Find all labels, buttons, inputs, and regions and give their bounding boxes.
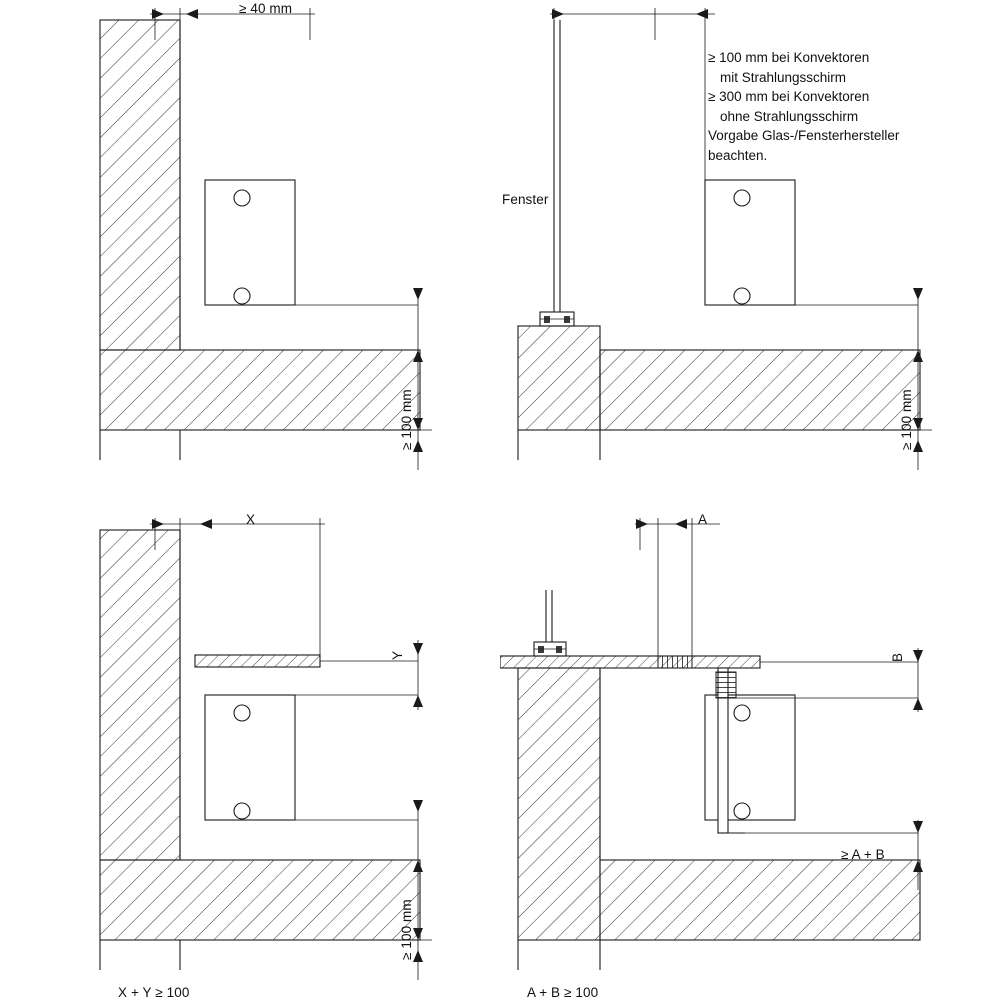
note-line-5: Vorgabe Glas-/Fensterhersteller: [708, 128, 900, 144]
clearance-note: [708, 48, 899, 165]
caption-bottom-right: A + B ≥ 100: [527, 985, 599, 1000]
note-line-3: ≥ 300 mm bei Konvektoren: [708, 89, 870, 105]
note-line-4: ohne Strahlungsschirm: [720, 108, 859, 124]
dim-label-top-left-floor-clearance: ≥ 100 mm: [399, 389, 414, 450]
caption-bottom-left: X + Y ≥ 100: [118, 985, 190, 1000]
dim-label-top-left-clearance: ≥ 40 mm: [239, 1, 293, 16]
dim-label-bottom-right-ab: ≥ A + B: [841, 847, 885, 862]
note-line-2: mit Strahlungsschirm: [720, 69, 847, 85]
panel-bottom-left: [0, 500, 500, 1000]
panel-bottom-right: [500, 500, 1000, 1000]
panel-top-left: [0, 0, 500, 500]
dim-label-bottom-right-b: B: [890, 652, 905, 662]
panel-top-right: [500, 0, 1000, 500]
window-label: Fenster: [502, 192, 549, 207]
dim-label-top-right-floor-clearance: ≥ 100 mm: [899, 389, 914, 450]
note-line-6: beachten.: [708, 147, 768, 163]
dim-label-bottom-left-x: X: [246, 512, 256, 527]
dim-label-bottom-left-floor-clearance: ≥ 100 mm: [399, 899, 414, 960]
dim-label-bottom-left-y: Y: [390, 650, 405, 660]
panel-bottom-left-svg: [0, 500, 500, 1000]
panel-top-left-svg: [0, 0, 500, 500]
panel-bottom-right-svg: [500, 500, 1000, 1000]
dim-label-bottom-right-a: A: [698, 512, 708, 527]
note-line-1: ≥ 100 mm bei Konvektoren: [708, 50, 870, 65]
